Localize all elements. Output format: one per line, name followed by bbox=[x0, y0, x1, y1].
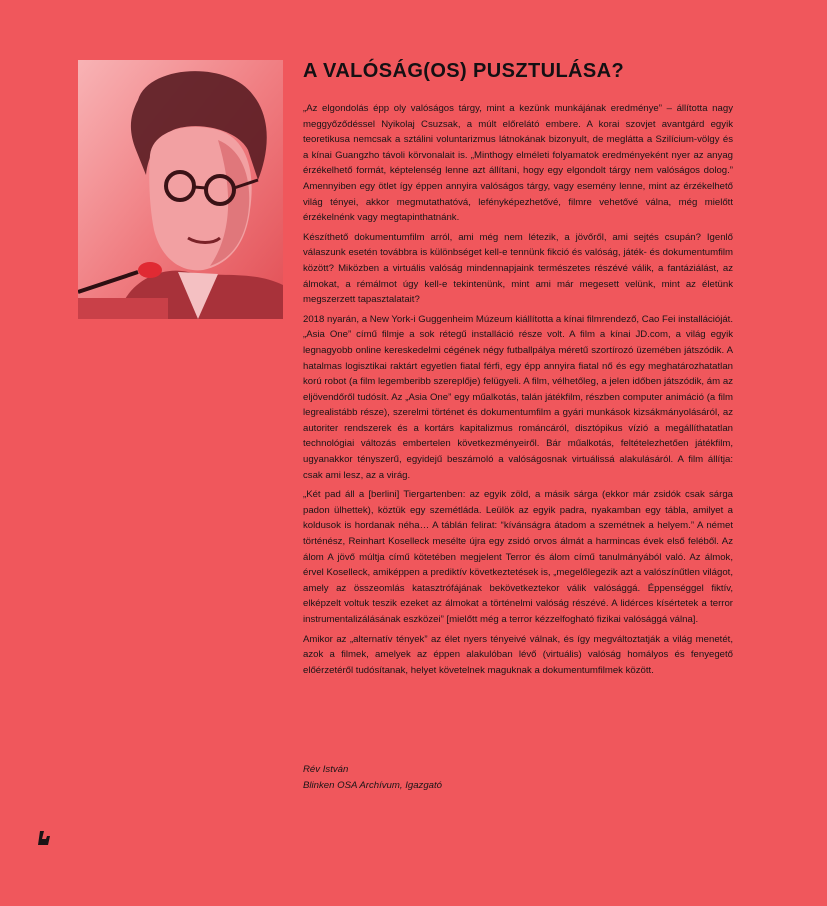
article-body bbox=[303, 101, 733, 678]
signature-name: Rév István bbox=[303, 764, 349, 775]
page-number-mark-icon bbox=[37, 830, 51, 846]
paragraph-4: „Két pad áll a [berlini] Tiergartenben: az egyik zöld, a másik sárga (ekkor már zsidók csak sárga padon ülhettek), köztük egy szemétláda. Leülök az egyik padra, nyakamban egy tábla, amilyet a koldusok is hordanak néha… A táblán felirat: “kívánságra átadom a szemétnek a helyem.” A német történész, Reinhart Koselleck mesélte újra egy zsidó orvos álmát a harmincas évek első feléből. Az álom A jövő múltja című kötetében megjelent Terror és álom című tanulmányából való. Az álmok, érvel Koselleck, amiképpen a prediktív következtetések is, „megelőlegezik azt a valószínűtlen világot, amely az összeomlás katasztrófájának bekövetkeztekor válik valósággá. Éppenséggel fiktív, elképzelt voltuk teszik ezeket az álmokat a történelmi valóság részévé. A lidérces kísértetek a terror instrumentalizálásának eszközei” [mielőtt még a terror kézzelfogható fizikai valósággá válna]. bbox=[303, 489, 733, 625]
speaker-portrait-photo bbox=[78, 60, 283, 319]
paragraph-1: „Az elgondolás épp oly valóságos tárgy, mint a kezünk munkájának eredménye” – állította nagy meggyőződéssel Nyikolaj Csuzsak, a múlt előrelátó embere. A korai szovjet avantgárd egyik teoretikusa nemcsak a sztálini voluntarizmus látnokának bizonyult, de meglátta a Szilícium-völgy és a kínai Guangzho távoli körvonalait is. „Minthogy elméleti folyamatok eredményeként nyer az anyag érzékelhető formát, képtelenség lenne azt állítani, hogy egy elgondolt tárgy nem valóságos dolog.” Amennyiben egy ötlet így éppen annyira valóságos tárgy, vagy esemény lenne, mint az érzékelhető világ tényei, akkor megmutathatóvá, lefényképezhetővé, filmre vehetővé válna, még mielőtt érzékelnénk vagy megtapinthatnánk. bbox=[303, 103, 733, 224]
paragraph-5: Amikor az „alternatív tények” az élet nyers tényeivé válnak, és így megváltoztatják a világ menetét, azok a filmek, amelyek az éppen alakulóban lévő (virtuális) valóság homályos és fenyegető előérzetéről tudósítanak, helyet követelnek maguknak a dokumentumfilmek között. bbox=[303, 633, 733, 676]
paragraph-2: Készíthető dokumentumfilm arról, ami még nem létezik, a jövőről, ami sejtés csupán? Igenlő válaszunk esetén továbbra is különbséget kell-e tennünk fikció és valóság, játék- és dokumentumfilm között? Miközben a virtuális valóság mindennapjaink természetes részévé válik, a fantáziálást, az álmokat, a rémálmot úgy kell-e tekintenünk, mint ami már megesett velünk, mint az életünk megszerzett tapasztalatait? bbox=[303, 231, 733, 306]
portrait-photo-icon bbox=[78, 60, 283, 319]
signature-block bbox=[303, 762, 442, 793]
paragraph-3: 2018 nyarán, a New York-i Guggenheim Múzeum kiállította a kínai filmrendező, Cao Fei installációját. „Asia One” című filmje a sok rétegű installáció része volt. A film a kínai JD.com, a világ egyik legnagyobb online kereskedelmi cégének négy futballpálya méretű szortírozó üzemében játszódik. A hatalmas logisztikai raktárt egyetlen fiatal férfi, egy épp annyira fiatal nő és egy meghatározhatatlan korú robot (a film legemberibb szereplője) felügyeli. A film, vélhetőleg, a jelen időben játszódik, ám az eljövendőről tudósít. Az „Asia One” egy műalkotás, talán játékfilm, részben computer animáció (a film legrealistább része), szerelmi történet és dokumentumfilm a gyári munkások kizsákmányolásáról, az autoriter rendszerek és a kortárs kapitalizmus románcáról, disztópikus vízió a megállíthatatlan technológiai változás embertelen következményeiről. Bár műalkotás, feltételezhetően játékfilm, ugyanakkor tényszerű, egyidejű beszámoló a valóságosnak virtuálissá alakulásáról. A film állítja: csak ami lesz, az a virág. bbox=[303, 313, 733, 481]
signature-role: Blinken OSA Archívum, Igazgató bbox=[303, 779, 442, 791]
article-title: A VALÓSÁG(OS) PUSZTULÁSA? bbox=[303, 60, 625, 82]
